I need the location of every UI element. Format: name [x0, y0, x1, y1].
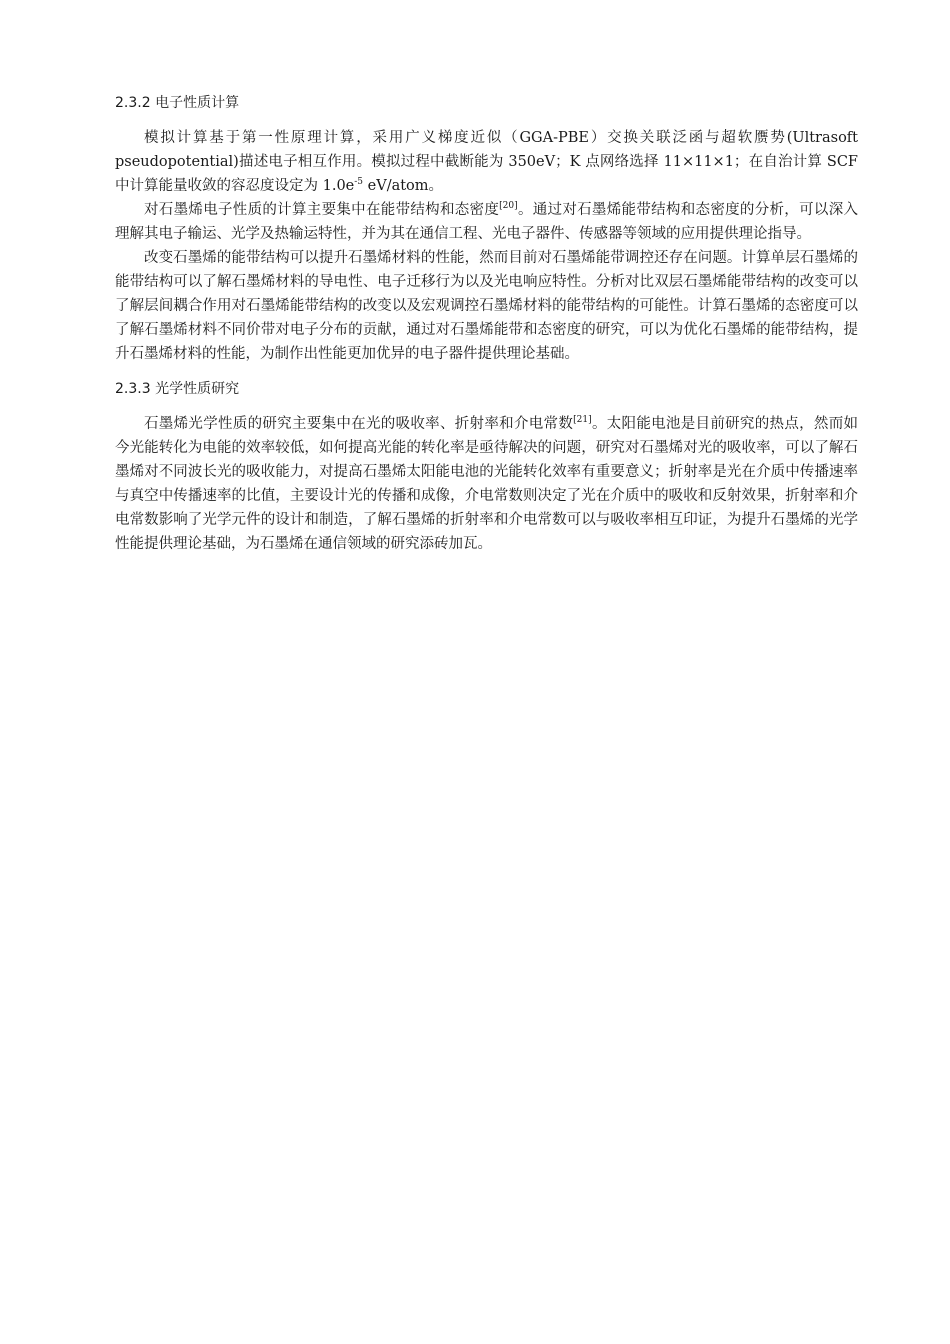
paragraph-text: eV/atom。: [363, 178, 444, 194]
citation-ref-21: [21]: [573, 415, 592, 426]
paragraph-band-structure: 改变石墨烯的能带结构可以提升石墨烯材料的性能，然而目前对石墨烯能带调控还存在问题。计算单层石墨烯的能带结构可以了解石墨烯材料的导电性、电子迁移行为以及光电响应特性。分析对比双层石墨烯能带结构的改变可以了解层间耦合作用对石墨烯能带结构的改变以及宏观调控石墨烯材料的能带结构的可能性。计算石墨烯的态密度可以了解石墨烯材料不同价带对电子分布的贡献，通过对石墨烯能带和态密度的研究，可以为优化石墨烯的能带结构，提升石墨烯材料的性能，为制作出性能更加优异的电子器件提供理论基础。: [115, 250, 858, 362]
paragraph-simulation-setup: [115, 126, 858, 198]
citation-ref-20: [20]: [499, 201, 518, 212]
paragraph-text: 。通过对石墨烯能带结构和态密度的分析，可以深入理解其电子输运、光学及热输运特性，并为其在通信工程、光电子器件、传感器等领域的应用提供理论指导。: [115, 202, 858, 242]
section-heading-2-3-2: 2.3.2 电子性质计算: [115, 95, 240, 111]
paragraph-text: 石墨烯光学性质的研究主要集中在光的吸收率、折射率和介电常数: [144, 416, 574, 432]
paragraph-text: 模拟计算基于第一性原理计算，采用广义梯度近似（GGA-PBE）交换关联泛函与超软赝势(Ultrasoft pseudopotential)描述电子相互作用。模拟过程中截断能为 350eV；K 点网络选择 11×11×1；在自治计算 SCF 中计算能量收敛的容忍度设定为 1.0e: [115, 130, 858, 194]
paragraph-electronic-properties: [115, 198, 858, 246]
paragraph-optical-properties: [115, 412, 858, 556]
superscript-exponent: -5: [354, 177, 364, 188]
section-heading-2-3-3: 2.3.3 光学性质研究: [115, 381, 240, 397]
paragraph-text: 。太阳能电池是目前研究的热点，然而如今光能转化为电能的效率较低，如何提高光能的转化率是亟待解决的问题，研究对石墨烯对光的吸收率，可以了解石墨烯对不同波长光的吸收能力，对提高石墨烯太阳能电池的光能转化效率有重要意义；折射率是光在介质中传播速率与真空中传播速率的比值，主要设计光的传播和成像，介电常数则决定了光在介质中的吸收和反射效果，折射率和介电常数影响了光学元件的设计和制造，了解石墨烯的折射率和介电常数可以与吸收率相互印证，为提升石墨烯的光学性能提供理论基础，为石墨烯在通信领域的研究添砖加瓦。: [115, 416, 859, 552]
paragraph-text: 对石墨烯电子性质的计算主要集中在能带结构和态密度: [144, 202, 500, 218]
